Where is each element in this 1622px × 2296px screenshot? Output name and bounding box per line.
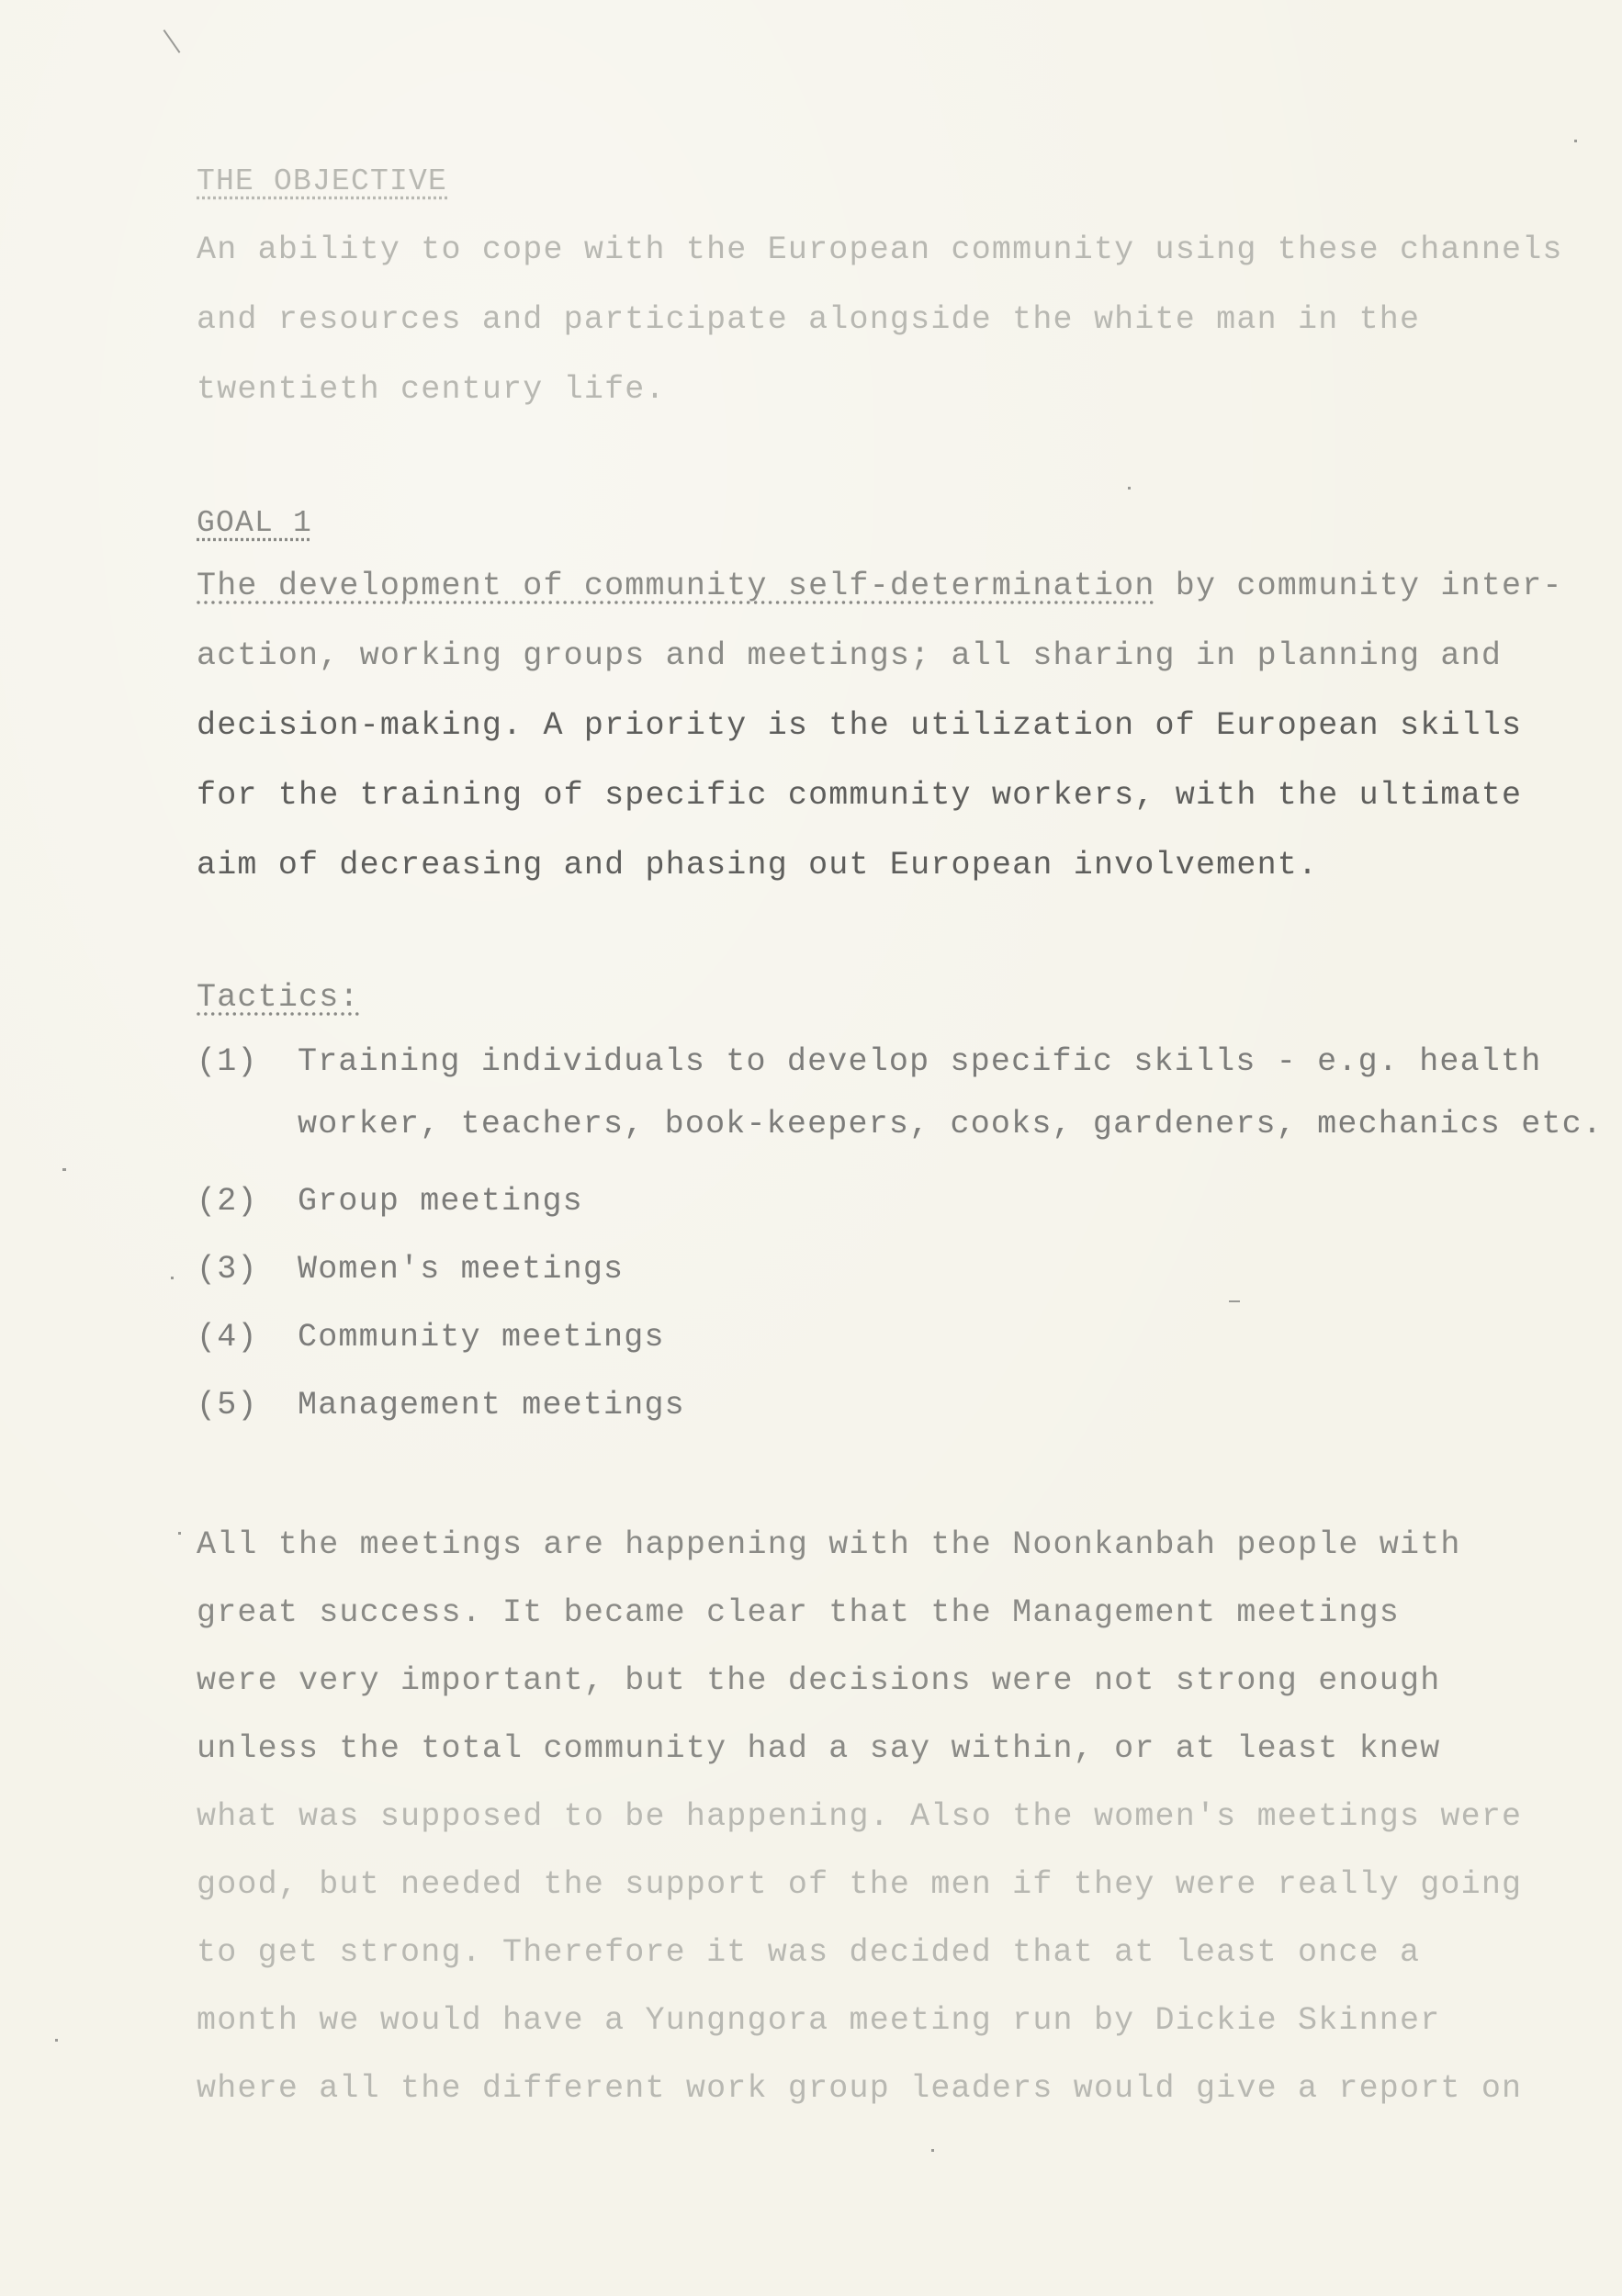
- speck: [55, 2039, 58, 2042]
- paragraph-line: what was supposed to be happening. Also the women's meetings were: [197, 1798, 1523, 1835]
- goal-underlined-phrase: The development of community self-determination: [197, 568, 1155, 604]
- tactics-heading: Tactics:: [197, 979, 360, 1016]
- tactic-number: (2): [197, 1183, 258, 1220]
- paragraph-line: All the meetings are happening with the Noonkanbah people with: [197, 1526, 1461, 1563]
- paragraph-line: good, but needed the support of the men if they were really going: [197, 1866, 1523, 1903]
- paragraph-line: unless the total community had a say within, or at least knew: [197, 1730, 1441, 1767]
- objective-heading: THE OBJECTIVE: [197, 164, 448, 198]
- tactic-number: (3): [197, 1251, 258, 1288]
- objective-line: and resources and participate alongside the white man in the: [197, 301, 1421, 338]
- speck: [1229, 1300, 1240, 1302]
- goal-heading: GOAL 1: [197, 506, 313, 540]
- corner-mark: [163, 29, 181, 53]
- paragraph-line: to get strong. Therefore it was decided that at least once a: [197, 1934, 1421, 1971]
- tactic-text: Training individuals to develop specific skills - e.g. health: [298, 1043, 1542, 1080]
- tactic-number: (1): [197, 1043, 258, 1080]
- goal-line: action, working groups and meetings; all sharing in planning and: [197, 637, 1503, 674]
- paragraph-line: month we would have a Yungngora meeting run by Dickie Skinner: [197, 2002, 1441, 2039]
- speck: [171, 1277, 174, 1279]
- goal-line: aim of decreasing and phasing out European involvement.: [197, 847, 1319, 884]
- goal-first-line-rest: by community inter-: [1155, 568, 1563, 604]
- tactic-item: [197, 1319, 665, 1356]
- tactic-item: [197, 1043, 1603, 1142]
- paragraph-line: great success. It became clear that the Management meetings: [197, 1594, 1401, 1631]
- tactic-text: Management meetings: [298, 1387, 685, 1424]
- tactic-text: Group meetings: [298, 1183, 583, 1220]
- paragraph-line: were very important, but the decisions were not strong enough: [197, 1662, 1441, 1699]
- objective-line: twentieth century life.: [197, 371, 666, 408]
- tactic-text: Community meetings: [298, 1319, 665, 1356]
- speck: [178, 1532, 181, 1535]
- speck: [931, 2149, 934, 2152]
- goal-first-line: [197, 551, 1593, 621]
- tactic-item: [197, 1183, 583, 1220]
- tactic-item: [197, 1387, 685, 1424]
- tactic-continuation: worker, teachers, book-keepers, cooks, gardeners, mechanics etc.: [298, 1106, 1604, 1142]
- speck: [62, 1168, 66, 1171]
- objective-line: An ability to cope with the European community using these channels: [197, 231, 1563, 268]
- goal-line: decision-making. A priority is the utilization of European skills: [197, 707, 1523, 744]
- paragraph-line: where all the different work group leaders would give a report on: [197, 2070, 1523, 2107]
- tactic-number: (5): [197, 1387, 258, 1424]
- goal-line: for the training of specific community workers, with the ultimate: [197, 777, 1523, 814]
- speck: [1574, 140, 1577, 142]
- tactic-text: Women's meetings: [298, 1251, 625, 1288]
- tactic-item: [197, 1251, 624, 1288]
- tactic-number: (4): [197, 1319, 258, 1356]
